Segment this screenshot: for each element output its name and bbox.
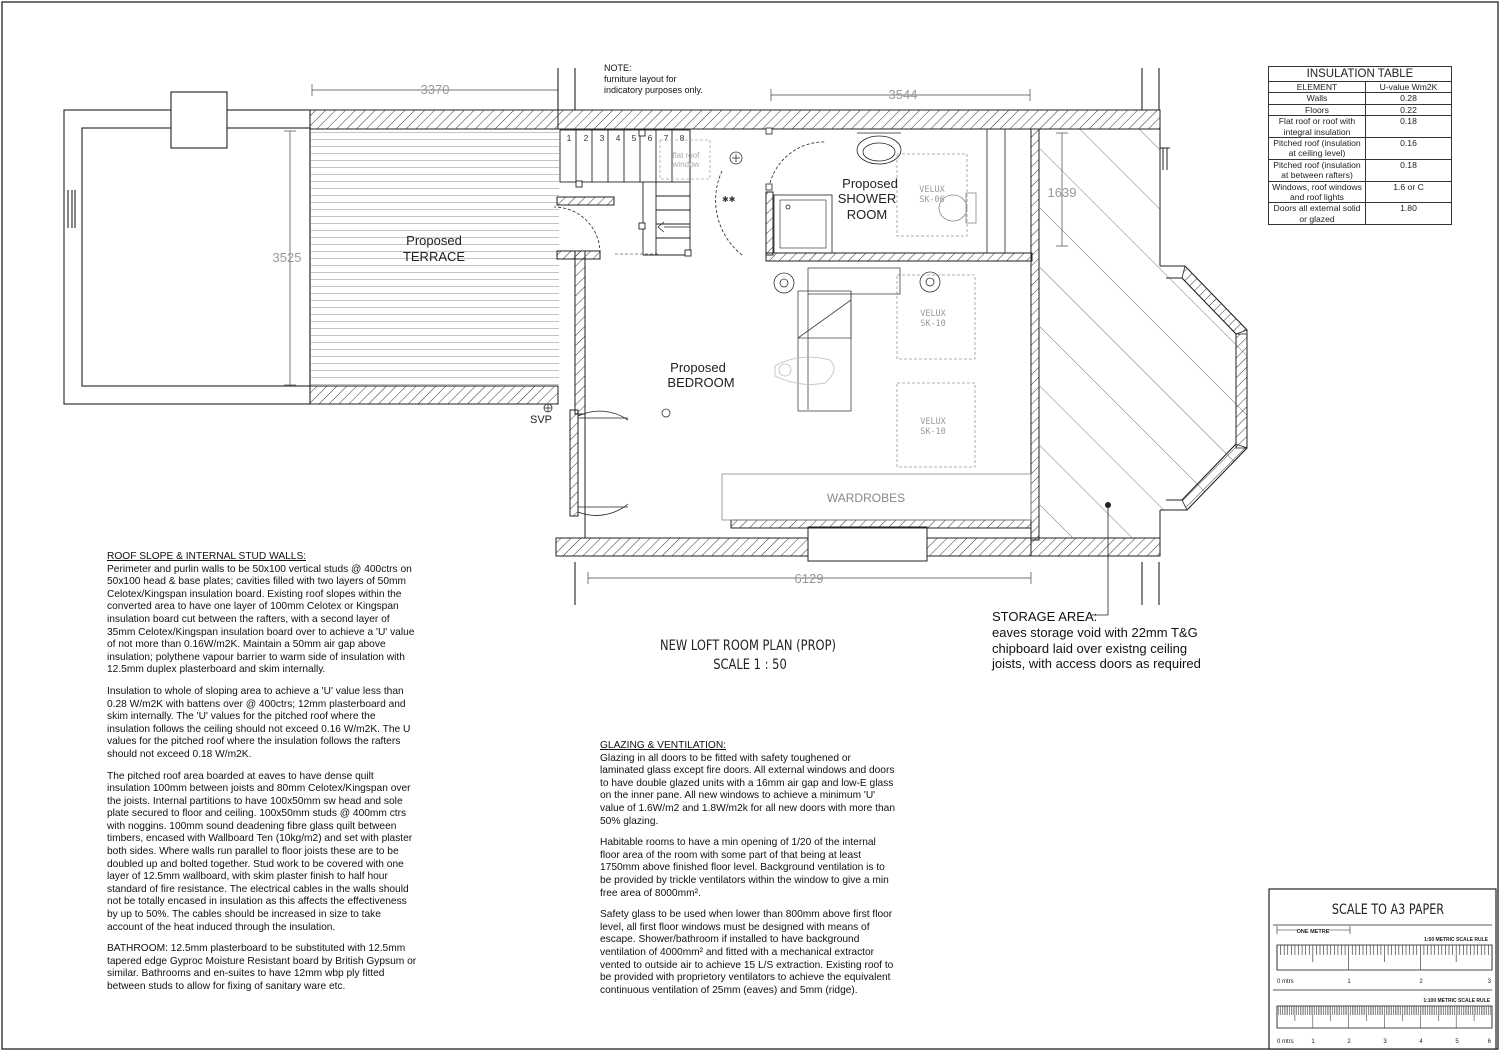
table-cell-value: 1.80 bbox=[1366, 203, 1452, 225]
plan-scale: SCALE 1 : 50 bbox=[713, 656, 787, 674]
scale-tick-label: 5 bbox=[1455, 1039, 1459, 1045]
stair-tread-numbers bbox=[567, 133, 685, 143]
scale-tick-label: 0 mtrs bbox=[1277, 1039, 1294, 1045]
scale-rule-label: 1:50 METRIC SCALE RULE bbox=[1424, 937, 1488, 943]
terrace-width-dim: 3370 bbox=[420, 82, 450, 97]
shower-room-label: ROOM bbox=[846, 207, 888, 222]
flat-roof-window-label: flat roof bbox=[672, 151, 700, 160]
scale-tick-label: 3 bbox=[1383, 1039, 1387, 1045]
glazing-paragraph: Habitable rooms to have a min opening of 1/20 of the internal floor area of the room with some part of that being at least 1750mm above finished floor level. Background ventilation is to be provided by trickle ventilators within the window to give a min free area of 8000mm². bbox=[600, 837, 889, 899]
bed bbox=[775, 268, 900, 411]
table-cell-value: 0.16 bbox=[1366, 138, 1452, 160]
shower-room-label: Proposed bbox=[842, 176, 898, 191]
table-row bbox=[1269, 93, 1452, 104]
storage-note: joists, with access doors as required bbox=[992, 656, 1201, 671]
roof-slope-notes bbox=[107, 551, 419, 1003]
shower-width-dim: 3544 bbox=[888, 87, 918, 102]
scale-tick-label: 2 bbox=[1419, 979, 1423, 985]
table-cell-value: 0.18 bbox=[1366, 159, 1452, 181]
velux-label: SK-10 bbox=[920, 319, 946, 329]
scale-tick-label: 0 mtrs bbox=[1277, 979, 1294, 985]
table-cell-element: Pitched roof (insulation at ceiling level) bbox=[1269, 138, 1366, 160]
staircase bbox=[560, 130, 691, 256]
scale-tick-label: 1 bbox=[1347, 979, 1351, 985]
furniture-note: NOTE: bbox=[604, 63, 632, 73]
velux-label: SK-10 bbox=[920, 427, 946, 437]
tread-number: 1 bbox=[566, 133, 572, 143]
scale-tick-label: 3 bbox=[1487, 979, 1491, 985]
table-row bbox=[1269, 159, 1452, 181]
tread-number: 4 bbox=[615, 133, 621, 143]
table-header-element: ELEMENT bbox=[1269, 82, 1366, 93]
table-cell-element: Pitched roof (insulation at between rafters) bbox=[1269, 159, 1366, 181]
roof-slope-paragraph: The pitched roof area boarded at eaves to have dense quilt insulation 100mm between joists and 80mm Celotex/Kingspan over the joists. Internal partitions to have 100x50mm sw head and sole plate secured to floor and ceiling. 100x50mm studs @ 400mm ctrs with noggins. 100mm sound deadening fibre glass quilt between timbers, encased with Wallboard Ten (10kg/m2) and set with plaster both sides. Where walls run parallel to floor joists these are to be doubled up and bolted together. Stud work to be covered with one layer of 12.5mm wallboard, with skim plaster finish to half hour standard of fire resistance. The electrical cables in the walls should not be totally encased in insulation as this affects the effectiveness by up to 50%. The cables should be increased in size to take account of the heat induced through the insulation. bbox=[107, 770, 413, 933]
table-row bbox=[1269, 104, 1452, 115]
glazing-notes bbox=[600, 740, 896, 1006]
roof-slope-paragraph: Perimeter and purlin walls to be 50x100 vertical studs @ 400ctrs on 50x100 head & base plates; cavities filled with two layers of 50mm Celotex/Kingspan insulation board. Existing roof slopes within the converted area to have one layer of 100mm Celotex or Kingspan insulation board cut between the rafters, with a second layer of 35mm Celotex/Kingspan insulation board over to achieve a 'U' value of not more than 0.16W/m2K. Maintain a 50mm air gap above insulation; polythene vapour barrier to warm side of insulation with 12.5mm duplex plasterboard and skim internally. bbox=[107, 563, 415, 676]
velux-label: SK-06 bbox=[919, 195, 945, 205]
storage-note: eaves storage void with 22mm T&G bbox=[992, 625, 1198, 640]
table-cell-value: 0.18 bbox=[1366, 116, 1452, 138]
table-cell-element: Doors all external solid or glazed bbox=[1269, 203, 1366, 225]
terrace-height-dim: 3525 bbox=[272, 250, 302, 265]
roof-slope-paragraph: BATHROOM: 12.5mm plasterboard to be substituted with 12.5mm tapered edge Gyproc Moisture Resistant board by British Gypsum or similar. Bathrooms and en-suites to have 12mm wbp ply fitted between studs to allow for fixing of sanitary ware etc. bbox=[107, 943, 417, 992]
table-row bbox=[1269, 116, 1452, 138]
storage-note: chipboard laid over existng ceiling bbox=[992, 641, 1188, 656]
storage-title: STORAGE AREA: bbox=[992, 609, 1098, 624]
tread-number: 7 bbox=[663, 133, 669, 143]
scale-box-title: SCALE TO A3 PAPER bbox=[1331, 900, 1445, 918]
furniture-note: indicatory purposes only. bbox=[604, 85, 703, 95]
table-row bbox=[1269, 181, 1452, 203]
table-header-uvalue: U-value Wm2K bbox=[1366, 82, 1452, 93]
velux-label: VELUX bbox=[920, 417, 946, 427]
insulation-table-title: INSULATION TABLE bbox=[1269, 67, 1452, 82]
table-cell-element: Windows, roof windows and roof lights bbox=[1269, 181, 1366, 203]
velux-label: VELUX bbox=[920, 309, 946, 319]
glazing-paragraph: Glazing in all doors to be fitted with safety toughened or laminated glass except fire doors. All external windows and doors to have double glazed units with a 16mm air gap and low-E glass on the inner pane. All new windows to achieve a minimum 'U' value of 1.6W/m2 and 1.8W/m2k for all new doors with more than 50% glazing. bbox=[600, 752, 896, 827]
furniture-note: furniture layout for bbox=[604, 74, 677, 84]
insulation-table bbox=[1268, 66, 1452, 225]
roof-slope-notes-title: ROOF SLOPE & INTERNAL STUD WALLS: bbox=[107, 551, 307, 562]
flat-roof-window-label: window bbox=[672, 160, 700, 169]
existing-structure bbox=[64, 92, 310, 404]
table-row bbox=[1269, 138, 1452, 160]
scale-tick-label: 1 bbox=[1311, 1039, 1315, 1045]
table-cell-value: 0.28 bbox=[1366, 93, 1452, 104]
scale-box bbox=[1269, 889, 1496, 1049]
tread-number: 5 bbox=[631, 133, 637, 143]
wardrobes-label: WARDROBES bbox=[826, 491, 906, 505]
table-cell-value: 1.6 or C bbox=[1366, 181, 1452, 203]
tread-number: 2 bbox=[583, 133, 589, 143]
scale-tick-label: 6 bbox=[1487, 1039, 1491, 1045]
bedroom-width-dim: 6129 bbox=[794, 571, 824, 586]
svg-text:✱✱: ✱✱ bbox=[722, 195, 736, 204]
bedroom-label: BEDROOM bbox=[667, 375, 735, 390]
velux-label: VELUX bbox=[919, 185, 945, 195]
scale-tick-label: 2 bbox=[1347, 1039, 1351, 1045]
table-cell-element: Flat roof or roof with integral insulation bbox=[1269, 116, 1366, 138]
glazing-notes-title: GLAZING & VENTILATION: bbox=[600, 740, 727, 751]
glazing-paragraph: Safety glass to be used when lower than 800mm above first floor level, all first floor windows must be designed with means of escape. Shower/bathroom if installed to have background ventilation of 4000mm² and fitted with a mechanical extractor vented to outside air to achieve 15 L/S extraction. Existing roof to be provided with proprietory ventilators to achieve the equivalent continuous ventilation of 25mm (eaves) and 5mm (ridge). bbox=[600, 909, 894, 996]
tread-number: 8 bbox=[679, 133, 685, 143]
terrace-label: Proposed bbox=[406, 233, 462, 248]
one-metre-label: ONE METRE bbox=[1296, 929, 1330, 935]
tread-number: 3 bbox=[599, 133, 605, 143]
scale-rule-label: 1:100 METRIC SCALE RULE bbox=[1423, 998, 1490, 1004]
plan-title: NEW LOFT ROOM PLAN (PROP) bbox=[660, 637, 836, 655]
scale-tick-label: 4 bbox=[1419, 1039, 1423, 1045]
terrace-label: TERRACE bbox=[402, 249, 466, 264]
svp-label: SVP bbox=[530, 414, 553, 426]
shower-room-label: SHOWER bbox=[837, 191, 897, 206]
table-cell-value: 0.22 bbox=[1366, 104, 1452, 115]
table-cell-element: Floors bbox=[1269, 104, 1366, 115]
tread-number: 6 bbox=[647, 133, 653, 143]
table-row bbox=[1269, 203, 1452, 225]
roof-slope-paragraph: Insulation to whole of sloping area to achieve a 'U' value less than 0.28 W/m2K with battens over @ 400ctrs; 12mm plasterboard and skim internally. The 'U' values for the pitched roof where the insulation follows the ceiling should not exceed 0.16 W/m2K. The U values for the pitched roof where the insulation follows the rafters should not exceed 0.18 W/m2K. bbox=[107, 685, 411, 760]
table-cell-element: Walls bbox=[1269, 93, 1366, 104]
bedroom-label: Proposed bbox=[670, 360, 726, 375]
flat-roof-window bbox=[660, 140, 710, 179]
